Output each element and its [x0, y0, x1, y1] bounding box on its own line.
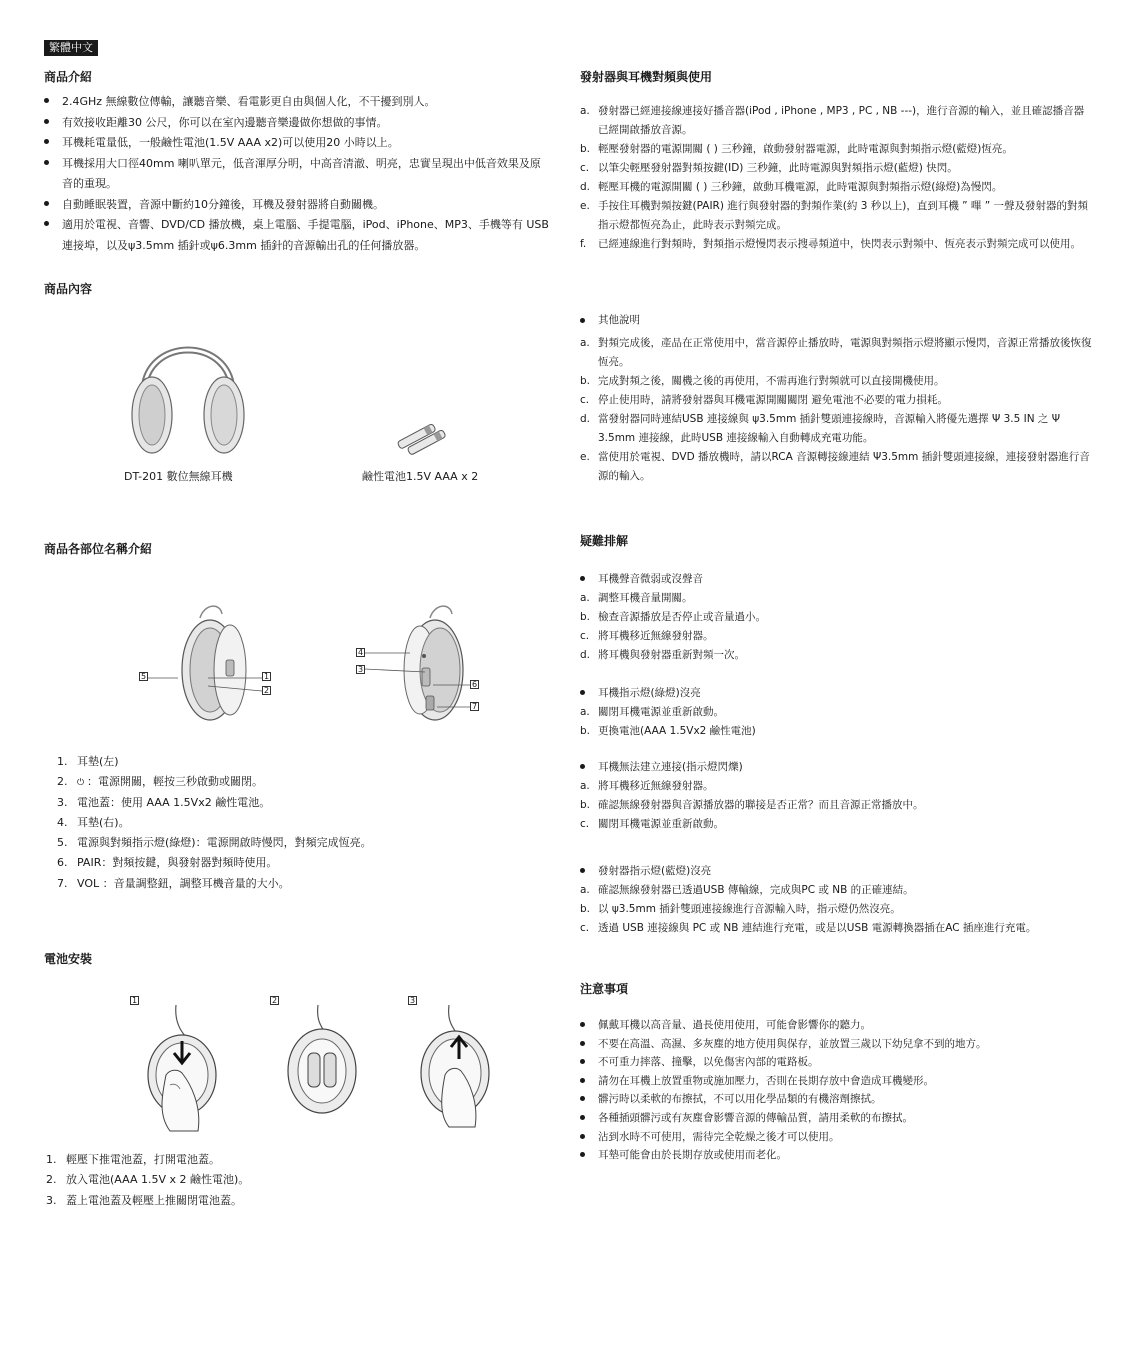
list-item: b. 更換電池(AAA 1.5Vx2 鹼性電池)	[580, 725, 756, 737]
callout-6: 6	[471, 680, 478, 689]
battery-caption: 鹼性電池1.5V AAA x 2	[362, 470, 479, 483]
list-item: a. 發射器已經連接線連接好播音器(iPod , iPhone , MP3 , PC , NB ---)，進行音源的輸入，並且確認播音器已經開啟播放音源。	[580, 105, 1085, 136]
battery-install-title: 電池安裝	[44, 952, 93, 966]
other-notes-title: 其他說明	[580, 312, 1128, 328]
battery-step-3-image	[415, 1005, 495, 1130]
list-item: 6. PAIR：對頻按鍵，與發射器對頻時使用。	[57, 856, 278, 870]
callout-2: 2	[263, 686, 270, 695]
step-label-3: 3	[409, 996, 416, 1005]
list-item: 有效接收距離30 公尺，你可以在室內邊聽音樂邊做你想做的事情。	[44, 113, 554, 134]
step-label-2: 2	[271, 996, 278, 1005]
troubleshooting-group-3	[580, 758, 1094, 834]
list-item: b. 輕壓發射器的電源開關 ( ) 三秒鐘，啟動發射器電源，此時電源與對頻指示燈(藍燈)恆亮。	[580, 143, 1013, 155]
list-item: a. 調整耳機音量開關。	[580, 592, 693, 604]
language-tag: 繁體中文	[44, 40, 98, 56]
troubleshooting-group-1	[580, 570, 1094, 665]
list-item: 髒污時以柔軟的布擦拭，不可以用化學品類的有機溶劑擦拭。	[580, 1090, 1094, 1109]
list-item: c. 以筆尖輕壓發射器對頻按鍵(ID) 三秒鐘，此時電源與對頻指示燈(藍燈) 快閃。	[580, 162, 958, 174]
step-label-1: 1	[131, 996, 138, 1005]
headphone-caption: DT-201 數位無線耳機	[124, 470, 233, 483]
list-item: 請勿在耳機上放置重物或施加壓力，否則在長期存放中會造成耳機變形。	[580, 1072, 1094, 1091]
group-heading: 耳機聲音微弱或沒聲音	[580, 570, 1094, 589]
list-item: d. 輕壓耳機的電源開關 ( ) 三秒鐘，啟動耳機電源，此時電源與對頻指示燈(綠燈)為慢閃。	[580, 181, 1003, 193]
leader-lines-right	[365, 652, 471, 710]
product-intro-list	[44, 92, 554, 256]
list-item: a. 對頻完成後，產品在正常使用中，當音源停止播放時，電源與對頻指示燈將顯示慢閃，音源正常播放後恢復恆亮。	[580, 337, 1092, 368]
list-item: 1. 耳墊(左)	[57, 755, 119, 768]
battery-illustration	[392, 420, 452, 456]
callout-4: 4	[357, 648, 364, 657]
list-item: c. 透過 USB 連接線與 PC 或 NB 連結進行充電，或是以USB 電源轉換器插在AC 插座進行充電。	[580, 922, 1037, 934]
list-item: 2. 放入電池(AAA 1.5V x 2 鹼性電池)。	[46, 1173, 250, 1187]
list-item: f. 已經連線進行對頻時，對頻指示燈慢閃表示搜尋頻道中，快閃表示對頻中、恆亮表示對頻完成可以使用。	[580, 238, 1081, 250]
list-item: 各種插頭髒污或有灰塵會影響音源的傳輸品質，請用柔軟的布擦拭。	[580, 1109, 1094, 1128]
list-item: e. 手按住耳機對頻按鍵(PAIR) 進行與發射器的對頻作業(約 3 秒以上)，直到耳機 ” 嗶 ” 一聲及發射器的對頻指示燈都恆亮為止，此時表示對頻完成。	[580, 200, 1089, 231]
list-item: b. 完成對頻之後，關機之後的再使用，不需再進行對頻就可以直接開機使用。	[580, 375, 945, 387]
left-earcup-diagram	[170, 600, 260, 725]
list-item: 適用於電視、音響、DVD/CD 播放機，桌上電腦、手提電腦，iPod、iPhone、MP3、手機等有 USB 連接埠，以及ψ3.5mm 插針或ψ6.3mm 插針的音源輸出孔的任何播放器。	[44, 215, 549, 256]
callout-5: 5	[140, 672, 147, 681]
list-item: b. 確認無線發射器與音源播放器的聯接是否正常？而且音源正常播放中。	[580, 799, 924, 811]
list-item: 4. 耳墊(右)。	[57, 815, 130, 829]
power-icon: ⏻	[77, 778, 87, 789]
list-item: b. 檢查音源播放是否停止或音量過小。	[580, 611, 766, 623]
list-item: 耳墊可能會由於長期存放或使用而老化。	[580, 1146, 1094, 1165]
pairing-list	[580, 102, 1092, 254]
list-item: 耳機採用大口徑40mm 喇叭單元，低音渾厚分明，中高音清澈、明亮，忠實呈現出中低音效果及原音的重現。	[44, 154, 544, 195]
list-item: 自動睡眠裝置，音源中斷約10分鐘後，耳機及發射器將自動關機。	[44, 195, 554, 216]
list-item: 7. VOL ：音量調整鈕，調整耳機音量的大小。	[57, 876, 290, 890]
parts-list	[57, 752, 497, 894]
product-intro-title: 商品介紹	[44, 70, 93, 84]
list-item: 3. 電池蓋：使用 AAA 1.5Vx2 鹼性電池。	[57, 795, 271, 809]
list-item: e. 當使用於電視、DVD 播放機時，請以RCA 音源轉接線連結 Ψ3.5mm 插針雙頭連接線，連接發射器進行音源的輸入。	[580, 451, 1090, 482]
battery-step-2-image	[282, 1005, 362, 1120]
list-item: c. 停止使用時，請將發射器與耳機電源開關關閉 避免電池不必要的電力損耗。	[580, 394, 948, 406]
list-item: 2.4GHz 無線數位傳輸，讓聽音樂、看電影更自由與個人化，不干擾到別人。	[44, 92, 554, 113]
list-item: c. 關閉耳機電源並重新啟動。	[580, 818, 724, 830]
cautions-title: 注意事項	[580, 982, 629, 996]
group-heading: 發射器指示燈(藍燈)沒亮	[580, 862, 1094, 881]
callout-3: 3	[357, 665, 364, 674]
troubleshooting-title: 疑難排解	[580, 534, 629, 548]
list-item: b. 以 ψ3.5mm 插針雙頭連接線進行音源輸入時，指示燈仍然沒亮。	[580, 903, 901, 915]
cautions-list	[580, 1016, 1094, 1165]
list-item: 耳機耗電量低，一般鹼性電池(1.5V AAA x2)可以使用20 小時以上。	[44, 133, 554, 154]
list-item: 不要在高溫、高濕、多灰塵的地方使用與保存，並放置三歲以下幼兒拿不到的地方。	[580, 1035, 1094, 1054]
list-item: a. 關閉耳機電源並重新啟動。	[580, 706, 724, 718]
list-item: a. 確認無線發射器已透過USB 傳輸線，完成與PC 或 NB 的正確連結。	[580, 884, 914, 896]
callout-7: 7	[471, 702, 478, 711]
pairing-title: 發射器與耳機對頻與使用	[580, 70, 713, 84]
list-item: 沾到水時不可使用，需待完全乾燥之後才可以使用。	[580, 1128, 1094, 1147]
battery-steps-list	[46, 1150, 486, 1211]
list-item: 5. 電源與對頻指示燈(綠燈)：電源開啟時慢閃，對頻完成恆亮。	[57, 836, 372, 850]
group-heading: 耳機無法建立連接(指示燈閃爍)	[580, 758, 1094, 777]
troubleshooting-group-4	[580, 862, 1094, 938]
list-item: 3. 蓋上電池蓋及輕壓上推關閉電池蓋。	[46, 1193, 242, 1207]
list-item: 2. ⏻ ：電源開關，輕按三秒啟動或關閉。	[57, 775, 263, 789]
battery-step-1-image	[140, 1005, 235, 1135]
list-item: d. 將耳機與發射器重新對頻一次。	[580, 649, 745, 661]
other-notes-list	[580, 334, 1094, 486]
troubleshooting-group-2	[580, 684, 1094, 741]
headphone-illustration	[128, 315, 248, 460]
list-item: 佩戴耳機以高音量、過長使用使用，可能會影響你的聽力。	[580, 1016, 1094, 1035]
list-item: c. 將耳機移近無線發射器。	[580, 630, 714, 642]
list-item: 1. 輕壓下推電池蓋，打開電池蓋。	[46, 1153, 220, 1166]
contents-title: 商品內容	[44, 282, 93, 296]
list-item: d. 當發射器同時連結USB 連接線與 ψ3.5mm 插針雙頭連接線時，音源輸入將優先選擇 Ψ 3.5 IN 之 Ψ 3.5mm 連接線，此時USB 連接線輸入自動轉成充電功能。	[580, 413, 1061, 444]
list-item: 不可重力摔落、撞擊，以免傷害內部的電路板。	[580, 1053, 1094, 1072]
group-heading: 耳機指示燈(綠燈)沒亮	[580, 684, 1094, 703]
leader-lines-left	[148, 676, 262, 694]
list-item: a. 將耳機移近無線發射器。	[580, 780, 714, 792]
parts-title: 商品各部位名稱介紹	[44, 542, 153, 556]
callout-1: 1	[263, 672, 270, 681]
